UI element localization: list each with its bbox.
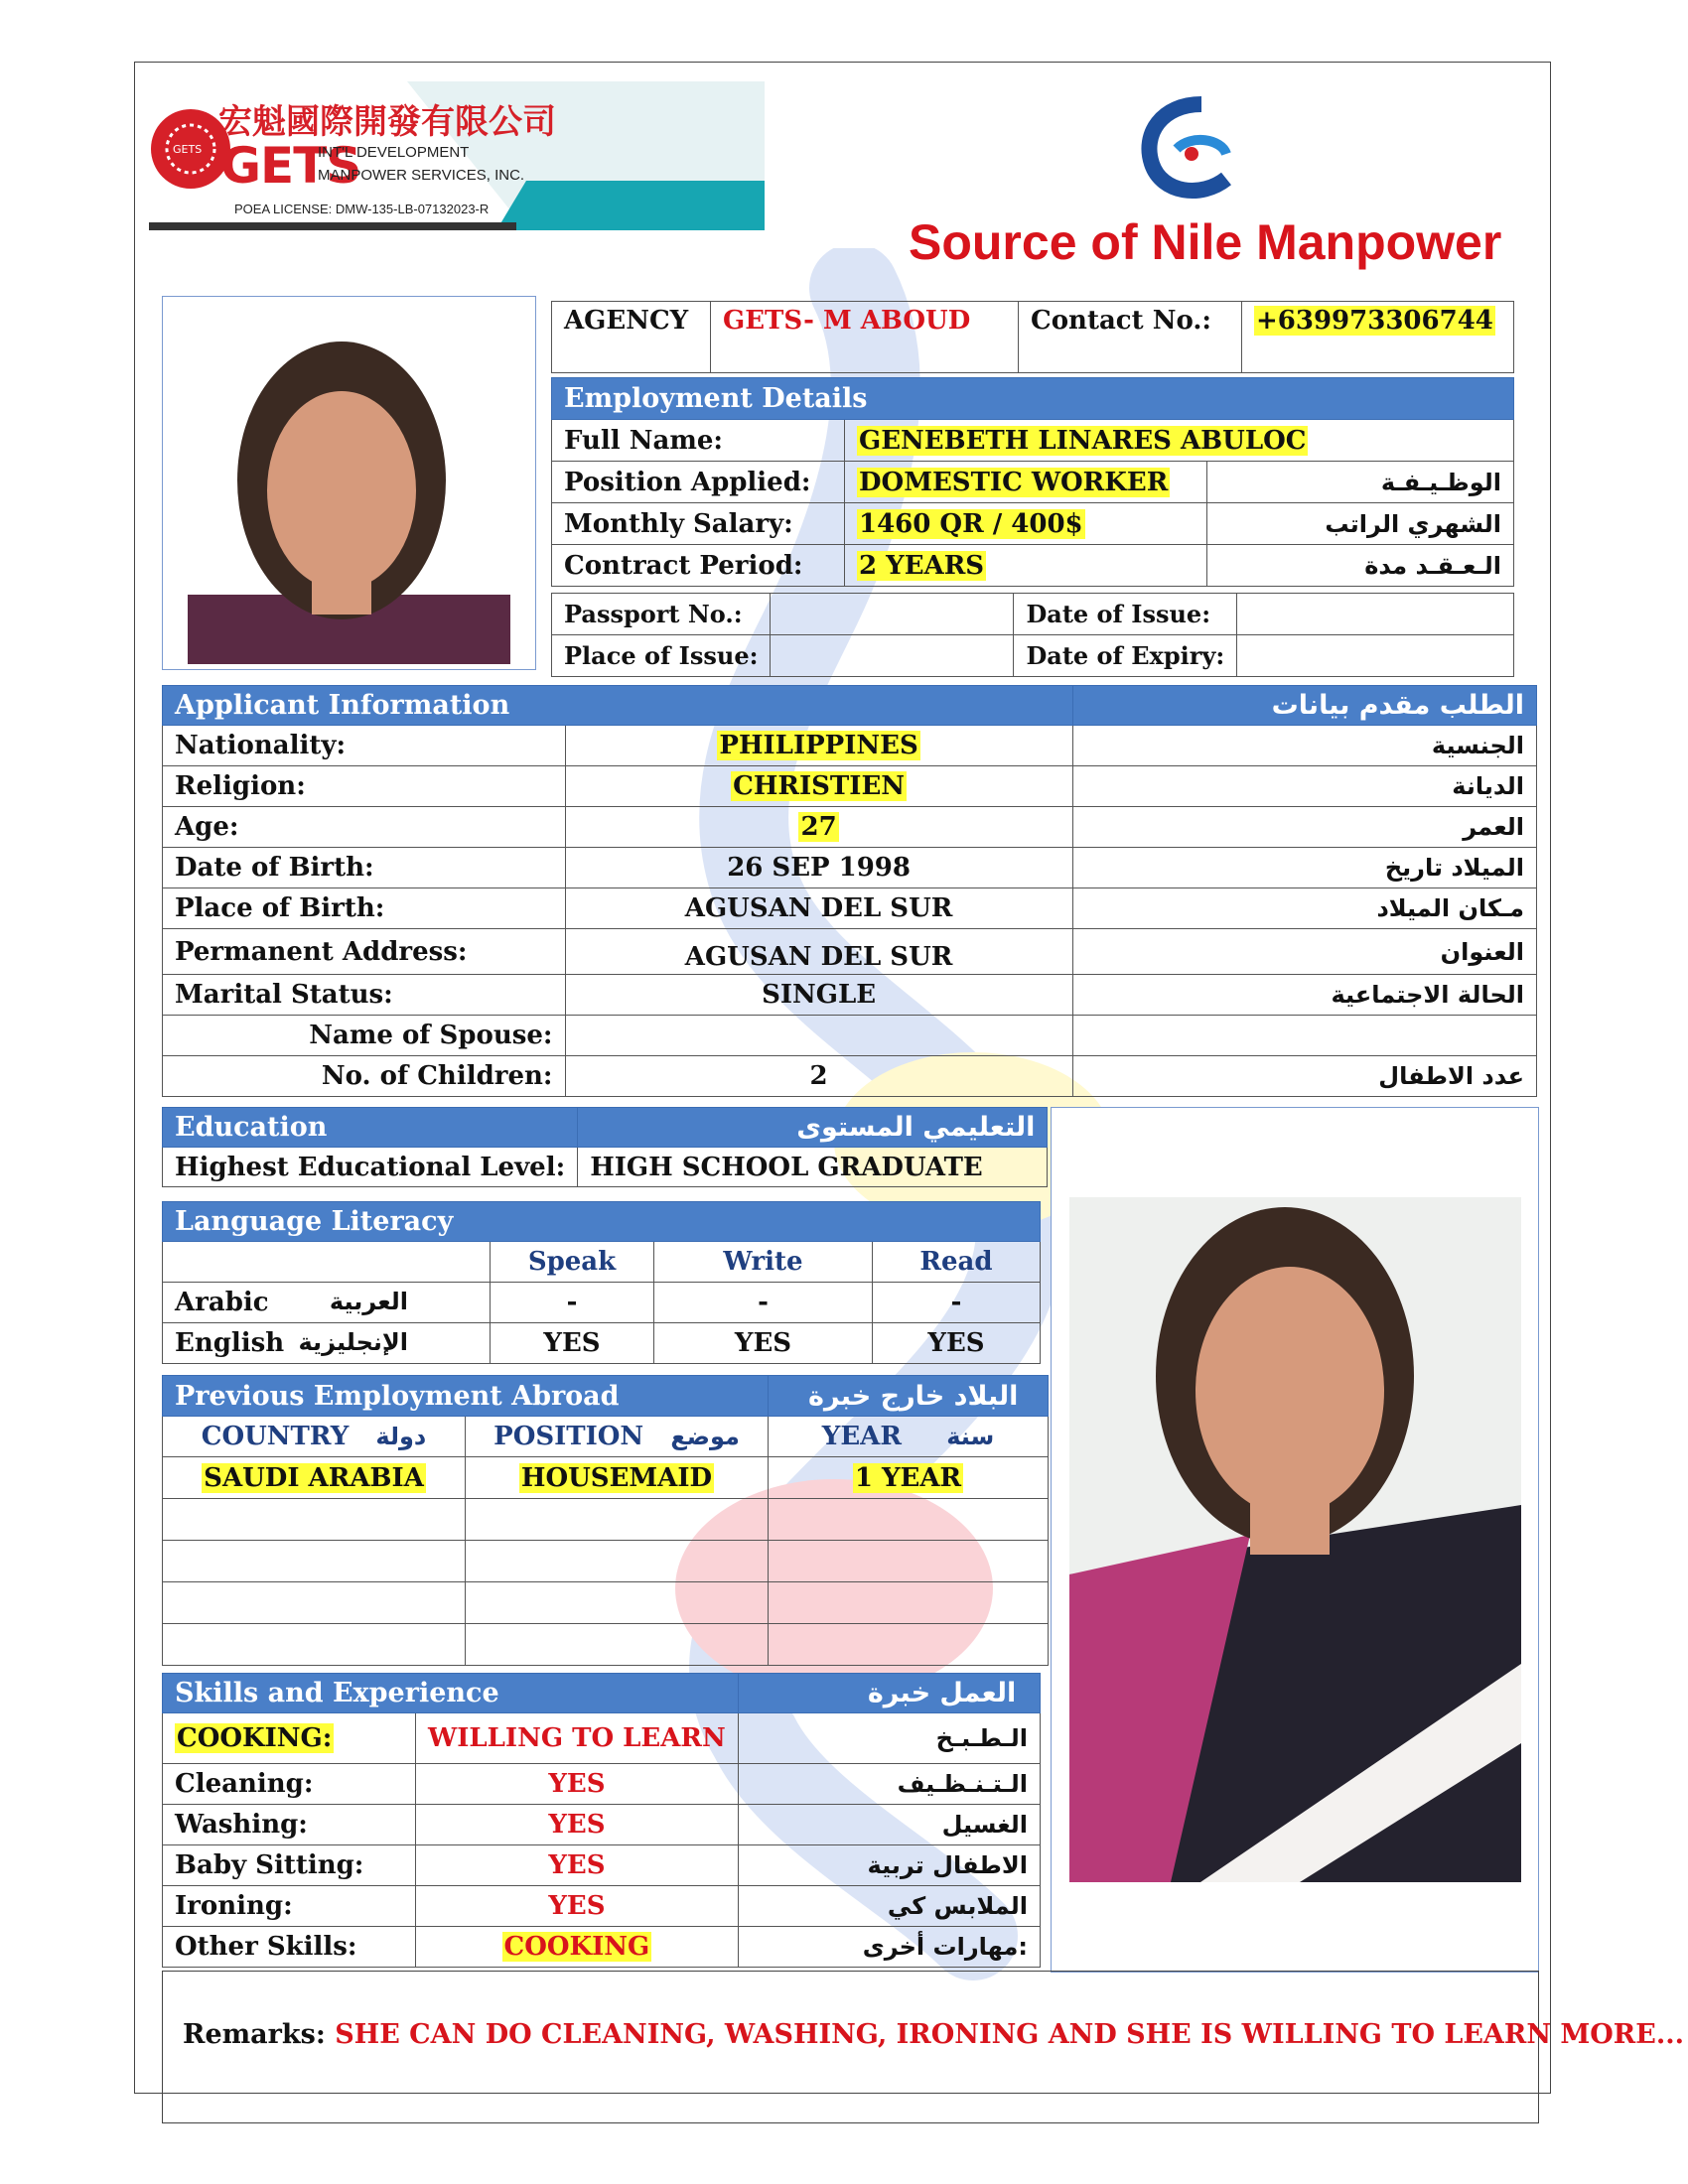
place-issue-value <box>771 635 1014 677</box>
col-year: YEAR سنة <box>769 1417 1049 1457</box>
contact-value: +639973306744 <box>1242 302 1514 373</box>
passport-table <box>551 593 1514 677</box>
age-arabic: العمر <box>1072 807 1536 848</box>
skill-ironing-value: YES <box>416 1886 739 1927</box>
skills-table <box>162 1673 1041 1968</box>
passport-label: Passport No.: <box>552 594 771 635</box>
skill-babysitting-arabic: الاطفال تربية <box>738 1845 1040 1886</box>
dob-value: 26 SEP 1998 <box>565 848 1072 888</box>
marital-label: Marital Status: <box>163 975 566 1016</box>
skill-cleaning-label: Cleaning: <box>163 1764 416 1805</box>
lang-arabic: Arabic العربية <box>163 1283 491 1323</box>
svg-text:GETS: GETS <box>173 143 203 156</box>
children-label: No. of Children: <box>163 1056 566 1097</box>
children-value: 2 <box>565 1056 1072 1097</box>
skill-babysitting-label: Baby Sitting: <box>163 1845 416 1886</box>
religion-arabic: الديانة <box>1072 766 1536 807</box>
portrait-image <box>163 297 535 669</box>
agency-table <box>551 301 1514 373</box>
applicant-title-arabic: الطلب مقدم بيانات <box>1072 686 1536 726</box>
gets-license: POEA LICENSE: DMW-135-LB-07132023-R <box>234 202 490 216</box>
employment-title: Employment Details <box>552 378 1514 420</box>
english-write: YES <box>654 1323 873 1364</box>
agency-label: AGENCY <box>552 302 711 373</box>
english-read: YES <box>873 1323 1041 1364</box>
salary-arabic: الشهري الراتب <box>1207 503 1514 545</box>
pob-arabic: مـكان الميلاد <box>1072 888 1536 929</box>
skill-cooking-label: COOKING: <box>163 1713 416 1764</box>
col-speak: Speak <box>491 1242 654 1283</box>
col-write: Write <box>654 1242 873 1283</box>
skill-babysitting-value: YES <box>416 1845 739 1886</box>
education-label: Highest Educational Level: <box>163 1148 578 1187</box>
skills-title: Skills and Experience <box>163 1674 739 1713</box>
col-country: COUNTRY دولة <box>163 1417 466 1457</box>
language-table <box>162 1201 1041 1364</box>
skill-other-arabic: مهارات أخرى: <box>738 1927 1040 1968</box>
pob-label: Place of Birth: <box>163 888 566 929</box>
education-table <box>162 1107 1048 1187</box>
skill-washing-arabic: الغسيل <box>738 1805 1040 1845</box>
nationality-label: Nationality: <box>163 726 566 766</box>
nile-logo-icon <box>1132 94 1251 204</box>
spouse-arabic <box>1072 1016 1536 1056</box>
address-label: Permanent Address: <box>163 929 566 975</box>
nationality-arabic: الجنسية <box>1072 726 1536 766</box>
remarks-label: Remarks: <box>183 2019 326 2050</box>
col-position: POSITION موضع <box>466 1417 769 1457</box>
col-read: Read <box>873 1242 1041 1283</box>
date-expiry-label: Date of Expiry: <box>1014 635 1237 677</box>
passport-value <box>771 594 1014 635</box>
position-label: Position Applied: <box>552 462 845 503</box>
religion-label: Religion: <box>163 766 566 807</box>
education-title: Education <box>163 1108 578 1148</box>
date-expiry-value <box>1237 635 1514 677</box>
address-arabic: العنوان <box>1072 929 1536 975</box>
gets-subtitle-2: MANPOWER SERVICES, INC. <box>318 167 525 184</box>
previous-title: Previous Employment Abroad <box>163 1376 769 1417</box>
nationality-value: PHILIPPINES <box>565 726 1072 766</box>
prev-year: 1 YEAR <box>769 1457 1049 1499</box>
spouse-label: Name of Spouse: <box>163 1016 566 1056</box>
english-speak: YES <box>491 1323 654 1364</box>
skill-other-label: Other Skills: <box>163 1927 416 1968</box>
skill-cleaning-value: YES <box>416 1764 739 1805</box>
applicant-photo-small <box>162 296 536 670</box>
applicant-photo-large <box>1051 1107 1539 1973</box>
contract-label: Contract Period: <box>552 545 845 587</box>
marital-arabic: الحالة الاجتماعية <box>1072 975 1536 1016</box>
skill-washing-value: YES <box>416 1805 739 1845</box>
salary-label: Monthly Salary: <box>552 503 845 545</box>
previous-employment-table <box>162 1375 1049 1666</box>
age-label: Age: <box>163 807 566 848</box>
skill-cooking-arabic: الـطـبـخ <box>738 1713 1040 1764</box>
pob-value: AGUSAN DEL SUR <box>565 888 1072 929</box>
place-issue-label: Place of Issue: <box>552 635 771 677</box>
contract-value: 2 YEARS <box>845 545 1207 587</box>
dob-arabic: الميلاد تاريخ <box>1072 848 1536 888</box>
age-value: 27 <box>565 807 1072 848</box>
address-value: AGUSAN DEL SUR <box>565 929 1072 975</box>
employment-table <box>551 377 1514 587</box>
gets-name: GETS <box>220 137 361 195</box>
remarks <box>183 2019 1684 2050</box>
skill-cooking-value: WILLING TO LEARN <box>416 1713 739 1764</box>
children-arabic: عدد الاطفال <box>1072 1056 1536 1097</box>
education-value: HIGH SCHOOL GRADUATE <box>578 1148 1048 1187</box>
gets-chinese-name: 宏魁國際開發有限公司 <box>218 102 556 142</box>
arabic-speak: - <box>491 1283 654 1323</box>
position-value: DOMESTIC WORKER <box>845 462 1207 503</box>
remarks-value: SHE CAN DO CLEANING, WASHING, IRONING AND SHE IS WILLING TO LEARN MORE... <box>335 2019 1685 2050</box>
gets-subtitle-1: INT'L DEVELOPMENT <box>318 144 470 161</box>
skills-title-arabic: العمل خبرة <box>738 1674 1040 1713</box>
arabic-read: - <box>873 1283 1041 1323</box>
skill-cleaning-arabic: الـتـنـظـيف <box>738 1764 1040 1805</box>
full-name-value: GENEBETH LINARES ABULOC <box>845 420 1514 462</box>
spouse-value <box>565 1016 1072 1056</box>
portrait-image <box>1052 1108 1538 1972</box>
applicant-table <box>162 685 1537 1097</box>
remarks-box <box>162 1971 1685 2123</box>
full-name-label: Full Name: <box>552 420 845 462</box>
contact-label: Contact No.: <box>1019 302 1242 373</box>
date-issue-label: Date of Issue: <box>1014 594 1237 635</box>
skill-washing-label: Washing: <box>163 1805 416 1845</box>
dob-label: Date of Birth: <box>163 848 566 888</box>
agency-value: GETS- M ABOUD <box>711 302 1019 373</box>
skill-ironing-label: Ironing: <box>163 1886 416 1927</box>
skill-ironing-arabic: الملابس كي <box>738 1886 1040 1927</box>
previous-title-arabic: البلاد خارج خبرة <box>769 1376 1049 1417</box>
nile-name: Source of Nile Manpower <box>909 214 1502 270</box>
prev-country: SAUDI ARABIA <box>163 1457 466 1499</box>
language-title: Language Literacy <box>163 1202 1041 1242</box>
education-title-arabic: التعليمي المستوى <box>578 1108 1048 1148</box>
skill-other-value: COOKING <box>416 1927 739 1968</box>
date-issue-value <box>1237 594 1514 635</box>
position-arabic: الوظـيـفـة <box>1207 462 1514 503</box>
prev-position: HOUSEMAID <box>466 1457 769 1499</box>
salary-value: 1460 QR / 400$ <box>845 503 1207 545</box>
lang-english: English الإنجليزية <box>163 1323 491 1364</box>
applicant-title: Applicant Information <box>163 686 1073 726</box>
marital-value: SINGLE <box>565 975 1072 1016</box>
contract-arabic: الـعـقـد مدة <box>1207 545 1514 587</box>
arabic-write: - <box>654 1283 873 1323</box>
religion-value: CHRISTIEN <box>565 766 1072 807</box>
